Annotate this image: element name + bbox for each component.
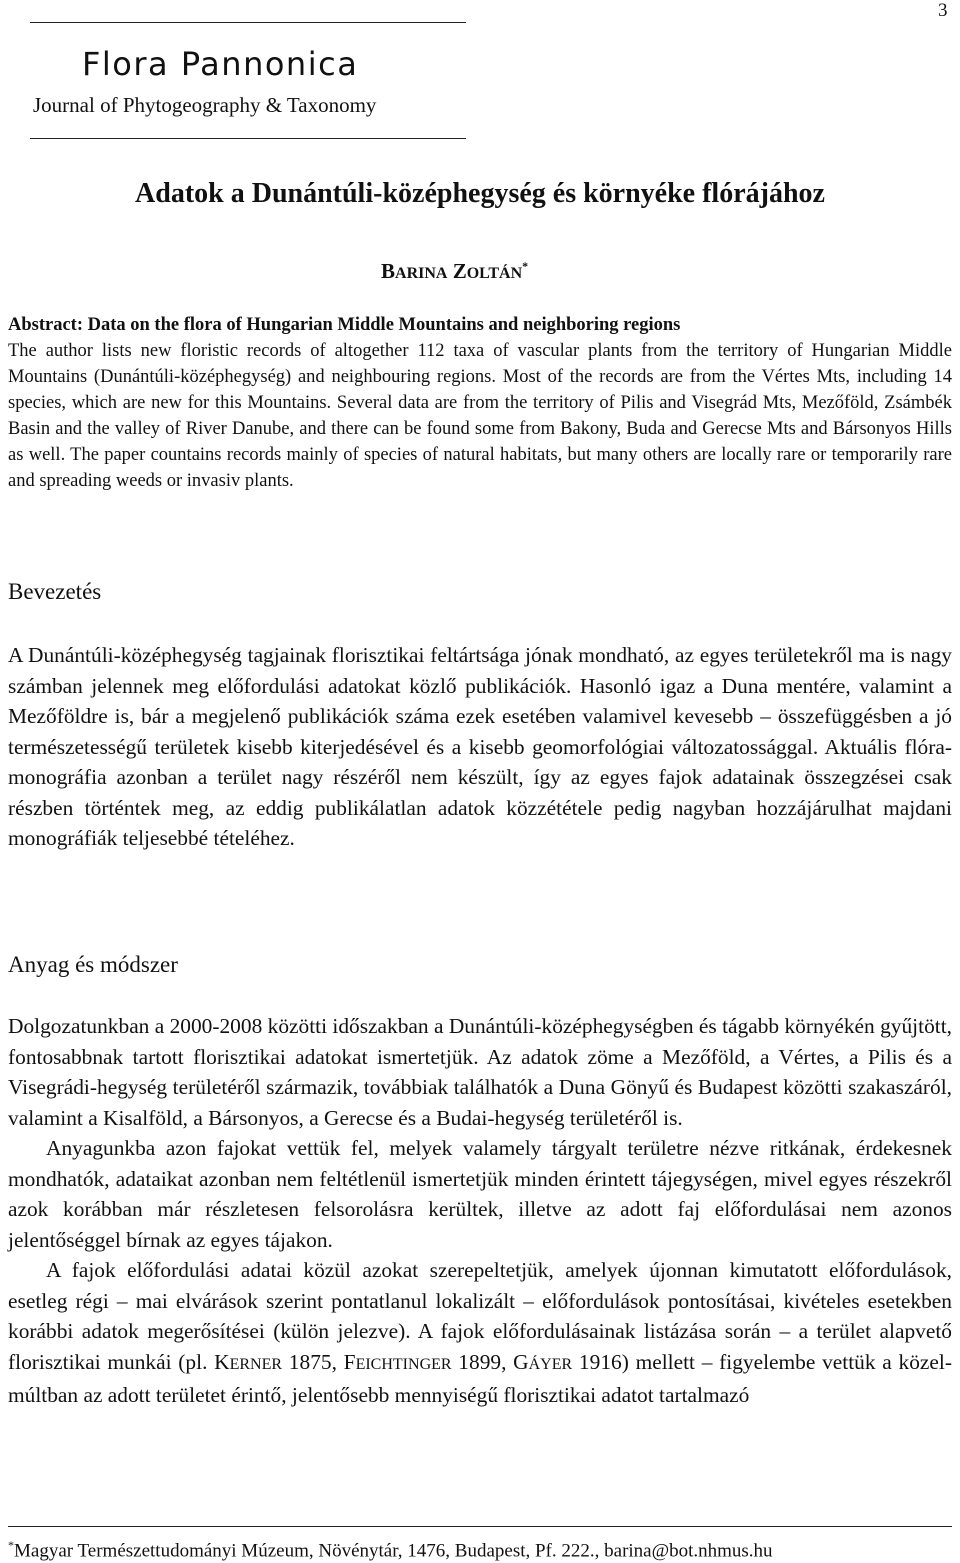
citation-year: 1875, <box>282 1349 344 1374</box>
citation-author-initial: F <box>343 1349 356 1374</box>
footnote-rule <box>8 1526 952 1527</box>
article-title: Adatok a Dunántúli-középhegység és környéke flórájához <box>135 178 825 209</box>
methods-paragraph-2: Anyagunkba azon fajokat vettük fel, melyek valamely tárgyalt területre nézve ritkának, érdekesnek mondhatók, adataikat azonban nem feltétlenül ismertetjük minden érintett tájegységen, mivel egyes részekről azok korábban már részletesen felsorolásra kerültek, illetve az adott faj előfordulásai nem azonos jelentőséggel bírnak az egyes tájakon. <box>8 1136 952 1252</box>
journal-subtitle: Journal of Phytogeography & Taxonomy <box>33 93 377 117</box>
citation-author-smallcaps: EICHTINGER <box>355 1355 452 1373</box>
citation-author-smallcaps: ÁYER <box>528 1355 573 1373</box>
page-number: 3 <box>938 0 948 21</box>
section-heading-methods: Anyag és módszer <box>8 952 178 977</box>
paragraph-text: ) mellett – figyelembe vettük a közelmúltban az adott területet érintő, jelentősebb mennyiségű florisztikai adatot tartalmazó <box>8 1349 952 1407</box>
author-smallcaps: OLTÁN <box>466 265 523 282</box>
author-smallcaps: ARINA <box>395 265 448 282</box>
citation-year: 1916 <box>572 1349 622 1374</box>
author-initial: B <box>381 259 396 283</box>
methods-paragraph-1: Dolgozatunkban a 2000-2008 közötti időszakban a Dunántúli-középhegységben és tágabb környékén gyűjtött, fontosabbnak tartott florisztikai adatokat ismertetjük. Az adatok zöme a Mezőföld, a Vértes, a Pilis és a Visegrádi-hegység területéről származik, továbbiak találhatók a Duna Gönyű és Budapest közötti szakaszáról, valamint a Kisalföld, a Bársonyos, a Gerecse és a Budai-hegység területéről is. <box>8 1014 952 1130</box>
journal-title: Flora Pannonica <box>82 45 359 83</box>
citation-author-initial: K <box>214 1349 230 1374</box>
abstract <box>8 312 952 494</box>
header-top-rule <box>30 22 466 23</box>
intro-paragraph: A Dunántúli-középhegység tagjainak florisztikai feltártsága jónak mondható, az egyes területekről ma is nagy számban jelennek meg előfordulási adatokat közlő publikációk. Hasonló igaz a Duna mentére, valamint a Mezőföldre is, bár a megjelenő publikációk száma ezek esetében valamivel kevesebb – összefüggésben a jó természetességű területek kisebb kiterjedésével és a kisebb geomorfológiai változatossággal. Aktuális flóramonográfia azonban a terület nagy részéről nem készült, így az egyes fajok adatainak összegzései csak részben történtek meg, az eddig publikálatlan adatok közzététele pedig nagyban hozzájárulhat majdani monográfiák teljesebbé tételéhez. <box>8 643 952 850</box>
methods-body <box>8 1011 952 1411</box>
paragraph-text: A fajok előfordulási adatai közül azokat szerepeltetjük, amelyek újonnan kimutatott előfordulások, esetleg régi – mai elvárások szerint pontatlanul lokalizált – előfordulások pontosításai, kivételes esetekben korábbi adatok megerősítései (külön jelezve). A fajok előfordulásainak listázása során – a terület alapvető florisztikai munkái (pl. <box>8 1258 952 1374</box>
intro-body <box>8 640 952 854</box>
author-name <box>381 252 528 288</box>
abstract-text: The author lists new floristic records of altogether 112 taxa of vascular plants from the territory of Hungarian Middle Mountains (Dunántúli-középhegység) and neighbouring regions. Most of the records are from the Vértes Mts, including 14 species, which are new for this Mountains. Several data are from the territory of Pilis and Visegrád Mts, Mezőföld, Zsámbék Basin and the valley of River Danube, and there can be found some from Bakony, Buda and Gerecse Mts and Bársonyos Hills as well. The paper countains records mainly of species of natural habitats, but many others are locally rare or temporarily rare and spreading weeds or invasiv plants. <box>8 341 952 491</box>
author-initial: Z <box>452 259 467 283</box>
citation-author-smallcaps: ERNER <box>229 1355 283 1373</box>
footnote-text: Magyar Természettudományi Múzeum, Növénytár, 1476, Budapest, Pf. 222., barina@bot.nhmus.hu <box>14 1540 773 1562</box>
methods-paragraph-3 <box>8 1255 952 1411</box>
citation-year: 1899, <box>451 1349 514 1374</box>
abstract-heading: Abstract: Data on the flora of Hungarian Middle Mountains and neighboring regions <box>8 315 681 335</box>
footnote <box>8 1533 773 1563</box>
section-heading-intro: Bevezetés <box>8 579 102 604</box>
footnote-mark: * <box>8 1538 14 1552</box>
header-bottom-rule <box>30 138 466 139</box>
citation-author-initial: G <box>513 1349 529 1374</box>
author-footnote-mark: * <box>522 259 529 273</box>
